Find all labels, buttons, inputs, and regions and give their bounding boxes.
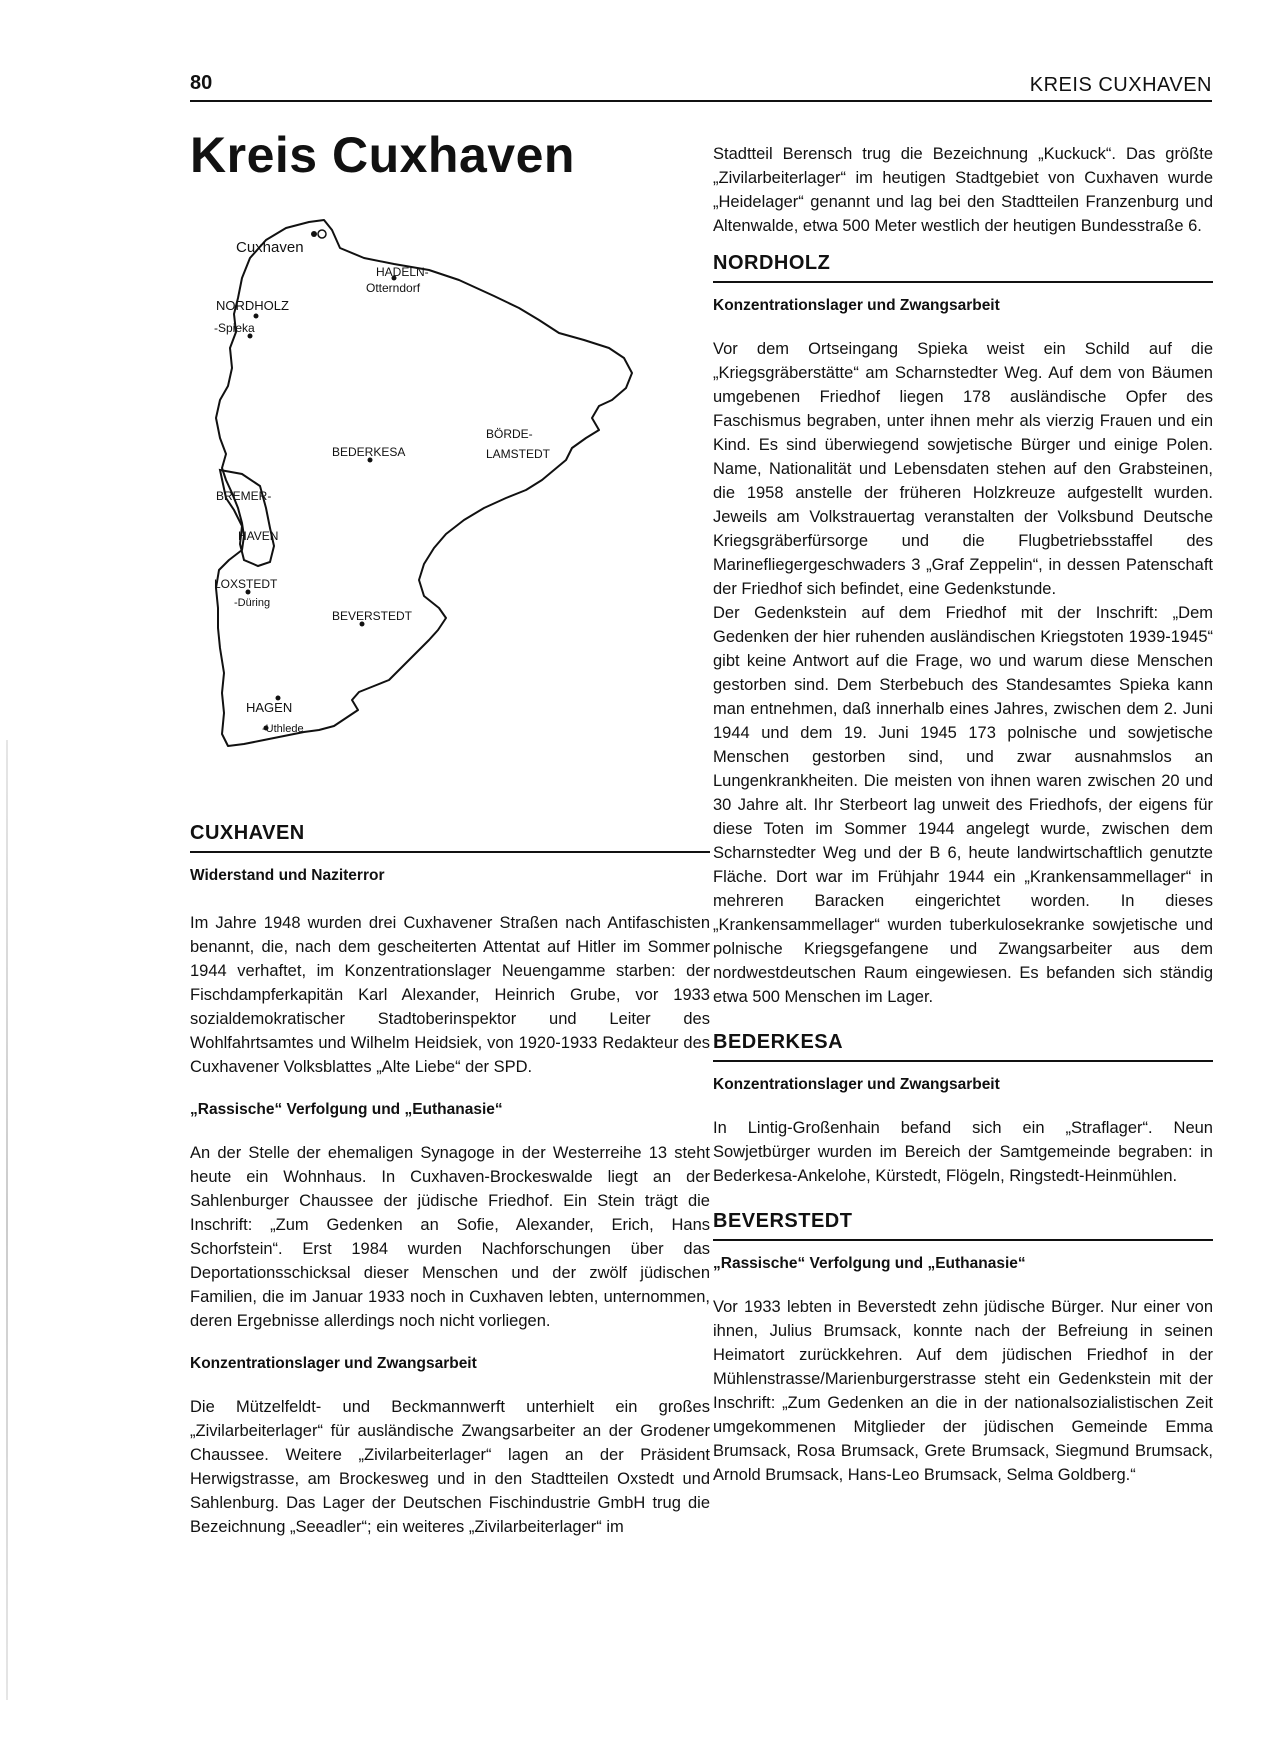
paragraph-beverstedt: Vor 1933 lebten in Beverstedt zehn jüdische Bürger. Nur einer von ihnen, Julius Brumsack, konnte nach der Befreiung in seinen Heimatort zurückkehren. Auf dem jüdischen Friedhof in der Mühlenstrasse/Marienburgerstrasse steht ein Gedenkstein mit der Inschrift: „Zum Gedenken an die in der nationalsozialistischen Zeit umgekommenen Mitglieder der jüdischen Gemeinde Emma Brumsack, Rosa Brumsack, Grete Brumsack, Siegmund Brumsack, Arnold Brumsack, Hans-Leo Brumsack, Selma Goldberg.“: [713, 1298, 1213, 1484]
running-header: [190, 72, 1212, 102]
paragraph-bederkesa: In Lintig-Großenhain befand sich ein „Straflager“. Neun Sowjetbürger wurden im Bereich der Samtgemeinde begraben: in Bederkesa-Ankelohe, Kürstedt, Flögeln, Ringstedt-Heinmühlen.: [713, 1119, 1213, 1185]
label-loxstedt: LOXSTEDT: [214, 577, 278, 591]
sub-heading-beverstedt: „Rassische“ Verfolgung und „Euthanasie“: [713, 1255, 1026, 1272]
label-dueringe: -Düring: [234, 597, 271, 609]
marker-cuxhaven: [311, 231, 317, 237]
sub-heading-rassische: „Rassische“ Verfolgung und „Euthanasie“: [190, 1101, 503, 1118]
label-boerde: BÖRDE-: [486, 427, 533, 441]
running-title: KREIS CUXHAVEN: [1029, 74, 1212, 96]
marker-cuxhaven-2: [318, 230, 326, 238]
paragraph-nordholz-2: Der Gedenkstein auf dem Friedhof mit der Inschrift: „Dem Gedenken der hier ruhenden ausländischen Kriegstoten 1939-1945“ gibt keine Antwort auf die Frage, wo und warum diese Menschen gestorben sind. Dem Sterbebuch des Standesamtes Spieka kann man entnehmen, daß innerhalb eines Jahres, zwischen dem 2. Juni 1944 und dem 19. Juni 1945 173 polnische und sowjetische Menschen gestorben sind, und zwar ausnahmslos an Lungenkrankheiten. Die meisten von ihnen waren zwischen 20 und 30 Jahre alt. Ihr Sterbeort lag unweit des Friedhofs, der eigens für diese Toten im Sommer 1944 angelegt wurde, zwischen dem Scharnstedter Weg und der B 6, heute landwirtschaftlich genutzte Fläche. Dort war im Frühjahr 1944 ein „Krankensammellager“ in mehreren Baracken eingerichtet worden. In dieses „Krankensammellager“ wurden tuberkulosekranke sowjetische und polnische Kriegsgefangene und Zwangsarbeiter aus dem nordwestdeutschen Raum eingewiesen. Es befanden sich ständig etwa 500 Menschen im Lager.: [713, 604, 1213, 1006]
sub-heading-kz: Konzentrationslager und Zwangsarbeit: [190, 1355, 477, 1372]
paragraph-cuxhaven-1: Im Jahre 1948 wurden drei Cuxhavener Straßen nach Antifaschisten benannt, die, nach dem gescheiterten Attentat auf Hitler im Sommer 1944 verhaftet, im Konzentrationslager Neuengamme starben: der Fischdampferkapitän Karl Alexander, Heinrich Grube, vor 1933 sozialdemokratischer Stadtoberinspektor und Leiter des Wohlfahrtsamtes und Wilhelm Heidsiek, von 1920-1933 Redakteur des Cuxhavener Volksblattes „Alte Liebe“ der SPD.: [190, 914, 710, 1076]
paragraph-cuxhaven-2: An der Stelle der ehemaligen Synagoge in der Westerreihe 13 steht heute ein Wohnhaus. In Cuxhaven-Brockeswalde liegt an der Sahlenburger Chaussee der jüdische Friedhof. Ein Stein trägt die Inschrift: „Zum Gedenken an Sofie, Alexander, Erich, Hans Schorfstein“. Erst 1984 wurden Nachforschungen über das Deportationsschicksal dieser Menschen und der zwölf jüdischen Familien, die im Januar 1933 noch in Cuxhaven lebten, unternommen, deren Ergebnisse allerdings noch nicht vorliegen.: [190, 1144, 710, 1330]
label-hagen: HAGEN: [246, 700, 293, 715]
label-bederkesa: BEDERKESA: [332, 445, 406, 459]
paragraph-nordholz-1: Vor dem Ortseingang Spieka weist ein Schild auf die „Kriegsgräberstätte“ am Scharnstedter Weg. Auf dem von Bäumen umgebenen Friedhof liegen 178 ausländische Opfer des Faschismus begraben, unter ihnen mehr als vierzig Frauen und ein Kind. Es sind überwiegend sowjetische Bürger und einige Polen. Name, Nationalität und Lebensdaten stehen auf den Grabsteinen, die 1958 anstelle der früheren Holzkreuze aufgestellt wurden. Jeweils am Volkstrauertag veranstalten der Volksbund Deutsche Kriegsgräberfürsorge und die Flugbetriebsstaffel des Marinefliegergeschwaders 3 „Graf Zeppelin“, in dessen Patenschaft der Friedhof sich befindet, eine Gedenkstunde.: [713, 340, 1213, 598]
label-hadeln: HADELN-: [376, 265, 429, 279]
sub-heading-nordholz: Konzentrationslager und Zwangsarbeit: [713, 297, 1000, 314]
label-spieka: -Spieka: [214, 321, 255, 335]
sub-heading-bederkesa: Konzentrationslager und Zwangsarbeit: [713, 1076, 1000, 1093]
right-column: [713, 142, 1213, 1487]
district-map: [214, 208, 644, 808]
label-beverstedt: BEVERSTEDT: [332, 609, 413, 623]
page-number: 80: [190, 72, 213, 94]
label-nordholz: NORDHOLZ: [216, 298, 289, 313]
label-lamstedt: LAMSTEDT: [486, 447, 551, 461]
sub-heading-widerstand: Widerstand und Naziterror: [190, 867, 385, 884]
label-uthlede: -Uthlede: [262, 723, 304, 735]
section-heading-nordholz: NORDHOLZ: [713, 252, 1213, 283]
scan-edge-artifact: [6, 740, 8, 1700]
paragraph-intro: Stadtteil Berensch trug die Bezeichnung „Kuckuck“. Das größte „Zivilarbeiterlager“ im heutigen Stadtgebiet von Cuxhaven wurde „Heidelager“ genannt und lag bei den Stadtteilen Franzenburg und Altenwalde, etwa 500 Meter westlich der heutigen Bundesstraße 6.: [713, 145, 1213, 235]
label-cuxhaven: Cuxhaven: [236, 239, 304, 256]
paragraph-cuxhaven-3: Die Mützelfeldt- und Beckmannwerft unterhielt ein großes „Zivilarbeiterlager“ für ausländische Zwangsarbeiter an der Grodener Chaussee. Weitere „Zivilarbeiterlager“ lagen an der Präsident Herwigstrasse, am Brockesweg und in den Stadtteilen Oxstedt und Sahlenburg. Das Lager der Deutschen Fischindustrie GmbH trug die Bezeichnung „Seeadler“; ein weiteres „Zivilarbeiterlager“ im: [190, 1398, 710, 1536]
label-otterndorf: Otterndorf: [366, 281, 421, 295]
left-column: [190, 127, 710, 1539]
page-title: Kreis Cuxhaven: [190, 127, 575, 183]
section-heading-beverstedt: BEVERSTEDT: [713, 1210, 1213, 1241]
label-bremer: BREMER-: [216, 489, 272, 503]
section-heading-bederkesa: BEDERKESA: [713, 1031, 1213, 1062]
section-heading-cuxhaven: CUXHAVEN: [190, 822, 710, 853]
marker-nordholz: [254, 314, 259, 319]
label-haven: HAVEN: [238, 529, 279, 543]
